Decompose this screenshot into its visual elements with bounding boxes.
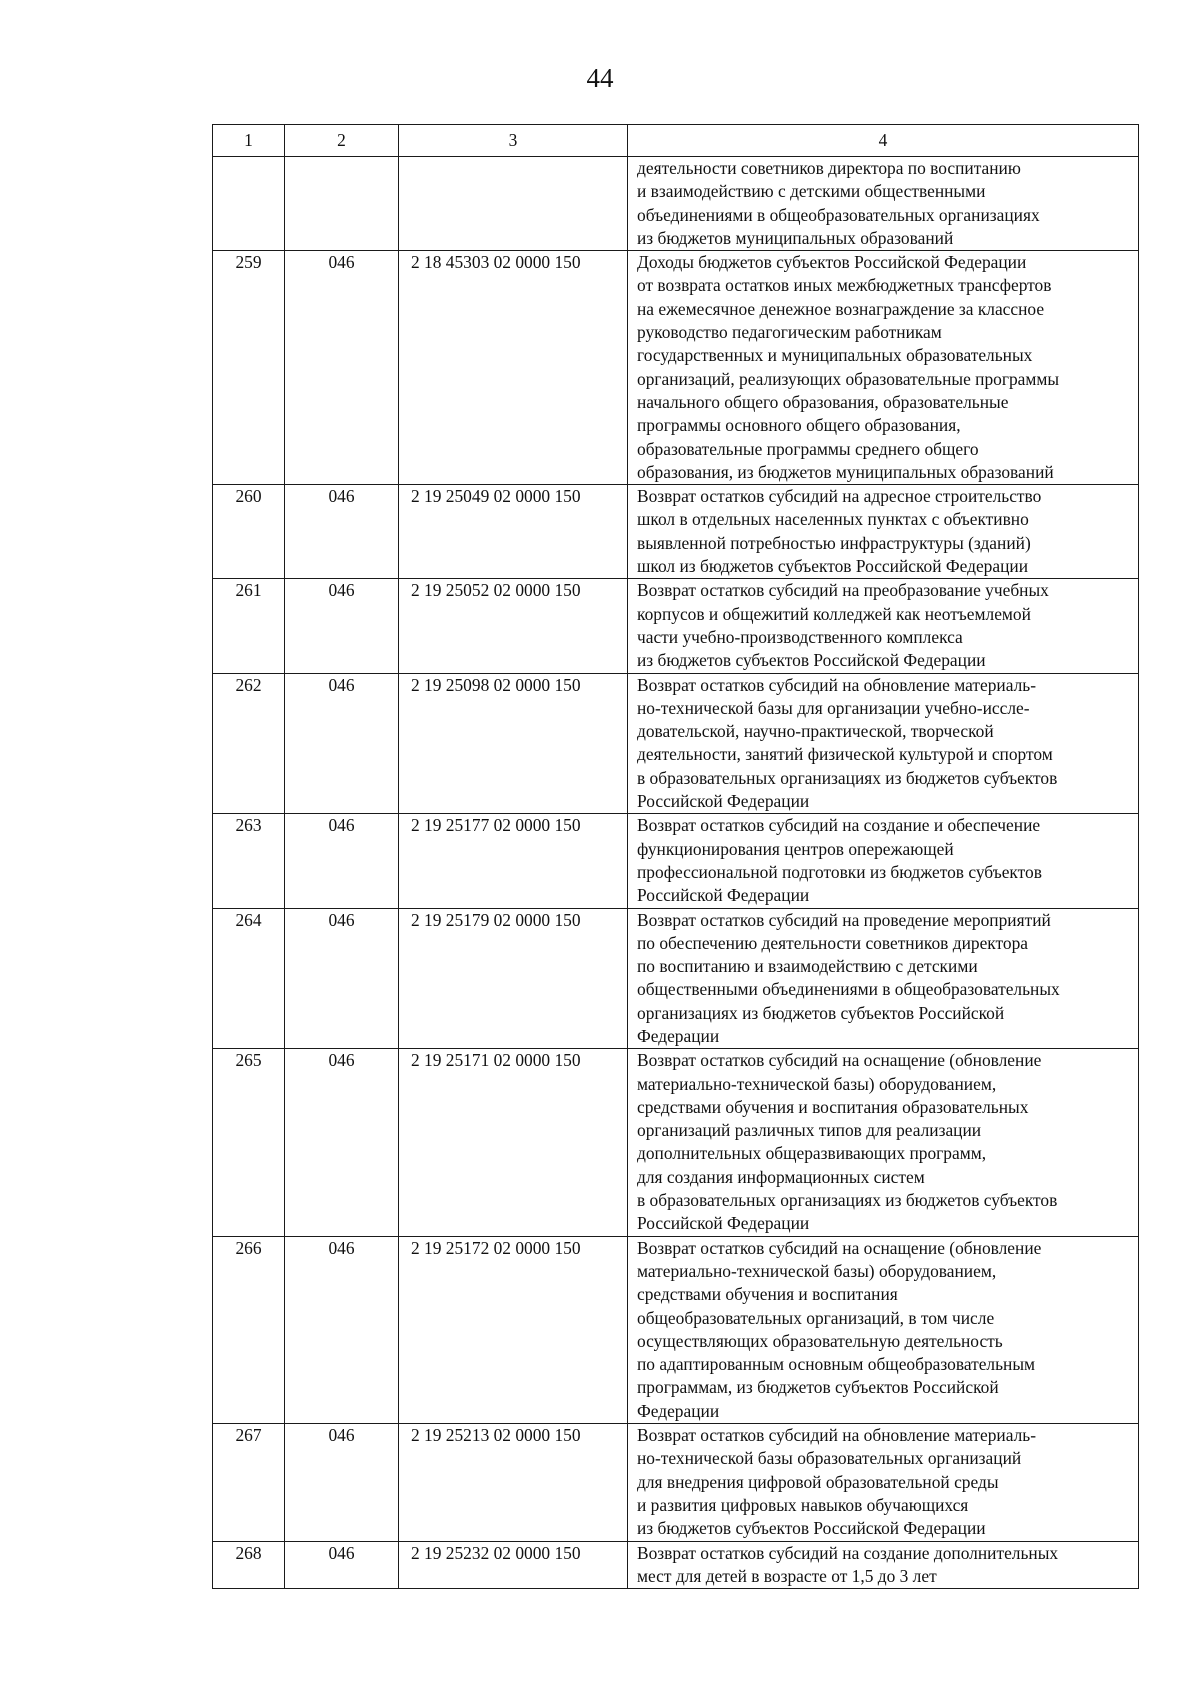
description-line: части учебно-производственного комплекса [637,626,963,647]
description-line: организаций различных типов для реализации [637,1120,982,1141]
budget-classification-code: 2 19 25049 02 0000 150 [399,485,628,579]
description-line: материально-технической базы) оборудованием, [637,1073,997,1094]
budget-classification-code: 2 19 25098 02 0000 150 [399,673,628,814]
header-col-1: 1 [213,125,285,157]
admin-code: 046 [285,579,399,673]
row-number: 262 [213,673,285,814]
budget-classification-code: 2 19 25172 02 0000 150 [399,1236,628,1423]
description-line: образования, из бюджетов муниципальных образований [637,461,1054,482]
description-line: Российской Федерации [637,791,810,812]
description-line: объединениями в общеобразовательных организациях [637,204,1040,225]
description-line: Возврат остатков субсидий на создание и обеспечение [637,815,1041,836]
revenue-description [628,251,1139,485]
description-line: образовательные программы среднего общего [637,438,979,459]
description-line: общественными объединениями в общеобразовательных [637,979,1060,1000]
description-line: осуществляющих образовательную деятельность [637,1330,1003,1351]
budget-classification-code: 2 19 25171 02 0000 150 [399,1049,628,1236]
description-line: по воспитанию и взаимодействию с детскими [637,956,978,977]
description-line: Возврат остатков субсидий на проведение мероприятий [637,909,1051,930]
table-row [213,1236,1139,1423]
revenue-description [628,579,1139,673]
description-line: организациях из бюджетов субъектов Российской [637,1002,1005,1023]
description-line: Возврат остатков субсидий на оснащение (обновление [637,1237,1042,1258]
table-row [213,251,1139,485]
table-row [213,485,1139,579]
table-body [213,125,1139,1589]
table-row [213,1049,1139,1236]
description-line: в образовательных организациях из бюджетов субъектов [637,767,1058,788]
description-line: Российской Федерации [637,1213,810,1234]
budget-classification-code [399,157,628,251]
revenue-description [628,1049,1139,1236]
admin-code: 046 [285,1049,399,1236]
row-number: 261 [213,579,285,673]
revenue-description [628,157,1139,251]
description-line: для внедрения цифровой образовательной среды [637,1471,999,1492]
row-number: 268 [213,1541,285,1589]
description-line: для создания информационных систем [637,1166,925,1187]
description-line: профессиональной подготовки из бюджетов субъектов [637,861,1042,882]
revenue-description [628,1424,1139,1541]
row-number: 264 [213,908,285,1049]
description-line: из бюджетов субъектов Российской Федерации [637,650,986,671]
header-row [213,125,1139,157]
revenue-description [628,673,1139,814]
description-line: Возврат остатков субсидий на адресное строительство [637,486,1042,507]
description-line: начального общего образования, образовательные [637,391,1009,412]
description-line: школ из бюджетов субъектов Российской Федерации [637,556,1029,577]
description-line: корпусов и общежитий колледжей как неотъемлемой [637,603,1031,624]
table-row [213,908,1139,1049]
admin-code: 046 [285,1424,399,1541]
description-line: программам, из бюджетов субъектов Российской [637,1377,999,1398]
description-line: государственных и муниципальных образовательных [637,345,1033,366]
revenue-description [628,1541,1139,1589]
table-row [213,673,1139,814]
description-line: материально-технической базы) оборудованием, [637,1260,997,1281]
budget-classification-code: 2 19 25232 02 0000 150 [399,1541,628,1589]
description-line: организаций, реализующих образовательные программы [637,368,1060,389]
row-number: 265 [213,1049,285,1236]
table-row [213,1541,1139,1589]
description-line: средствами обучения и воспитания [637,1284,898,1305]
description-line: выявленной потребностью инфраструктуры (зданий) [637,532,1031,553]
budget-codes-table [212,124,1139,1589]
description-line: общеобразовательных организаций, в том числе [637,1307,995,1328]
description-line: школ в отдельных населенных пунктах с объективно [637,509,1029,530]
description-line: в образовательных организациях из бюджетов субъектов [637,1190,1058,1211]
admin-code: 046 [285,673,399,814]
budget-classification-code: 2 19 25052 02 0000 150 [399,579,628,673]
description-line: довательской, научно-практической, творческой [637,721,994,742]
description-line: средствами обучения и воспитания образовательных [637,1096,1029,1117]
row-number: 267 [213,1424,285,1541]
description-line: мест для детей в возрасте от 1,5 до 3 лет [637,1565,937,1586]
description-line: на ежемесячное денежное вознаграждение за классное [637,298,1045,319]
description-line: но-технической базы для организации учебно-иссле- [637,697,1030,718]
table-row [213,157,1139,251]
table-row [213,814,1139,908]
budget-classification-code: 2 19 25177 02 0000 150 [399,814,628,908]
description-line: из бюджетов субъектов Российской Федерации [637,1518,986,1539]
description-line: программы основного общего образования, [637,415,961,436]
description-line: руководство педагогическим работникам [637,322,942,343]
description-line: и взаимодействию с детскими общественными [637,181,986,202]
description-line: функционирования центров опережающей [637,838,954,859]
admin-code: 046 [285,908,399,1049]
budget-classification-code: 2 19 25179 02 0000 150 [399,908,628,1049]
description-line: дополнительных общеразвивающих программ, [637,1143,987,1164]
table-row [213,579,1139,673]
revenue-description [628,1236,1139,1423]
description-line: и развития цифровых навыков обучающихся [637,1494,969,1515]
budget-classification-code: 2 18 45303 02 0000 150 [399,251,628,485]
admin-code: 046 [285,1541,399,1589]
header-col-2: 2 [285,125,399,157]
page-number: 44 [586,63,614,93]
revenue-description [628,485,1139,579]
description-line: Возврат остатков субсидий на оснащение (обновление [637,1050,1042,1071]
revenue-description [628,814,1139,908]
admin-code: 046 [285,814,399,908]
description-line: Доходы бюджетов субъектов Российской Федерации [637,252,1027,273]
description-line: Возврат остатков субсидий на обновление материаль- [637,1425,1036,1446]
row-number [213,157,285,251]
admin-code [285,157,399,251]
row-number: 260 [213,485,285,579]
description-line: по обеспечению деятельности советников директора [637,932,1028,953]
description-line: Федерации [637,1025,720,1046]
description-line: Российской Федерации [637,885,810,906]
description-line: деятельности, занятий физической культурой и спортом [637,744,1053,765]
description-line: деятельности советников директора по воспитанию [637,158,1021,178]
revenue-description [628,908,1139,1049]
admin-code: 046 [285,251,399,485]
description-line: по адаптированным основным общеобразовательным [637,1354,1036,1375]
description-line: из бюджетов муниципальных образований [637,227,954,248]
header-col-4: 4 [628,125,1139,157]
admin-code: 046 [285,485,399,579]
description-line: Возврат остатков субсидий на преобразование учебных [637,580,1049,601]
description-line: но-технической базы образовательных организаций [637,1448,1022,1469]
table-row [213,1424,1139,1541]
description-line: Федерации [637,1400,720,1421]
description-line: от возврата остатков иных межбюджетных трансфертов [637,275,1052,296]
row-number: 259 [213,251,285,485]
header-col-3: 3 [399,125,628,157]
description-line: Возврат остатков субсидий на создание дополнительных [637,1542,1059,1563]
row-number: 266 [213,1236,285,1423]
description-line: Возврат остатков субсидий на обновление материаль- [637,674,1036,695]
budget-classification-code: 2 19 25213 02 0000 150 [399,1424,628,1541]
admin-code: 046 [285,1236,399,1423]
row-number: 263 [213,814,285,908]
